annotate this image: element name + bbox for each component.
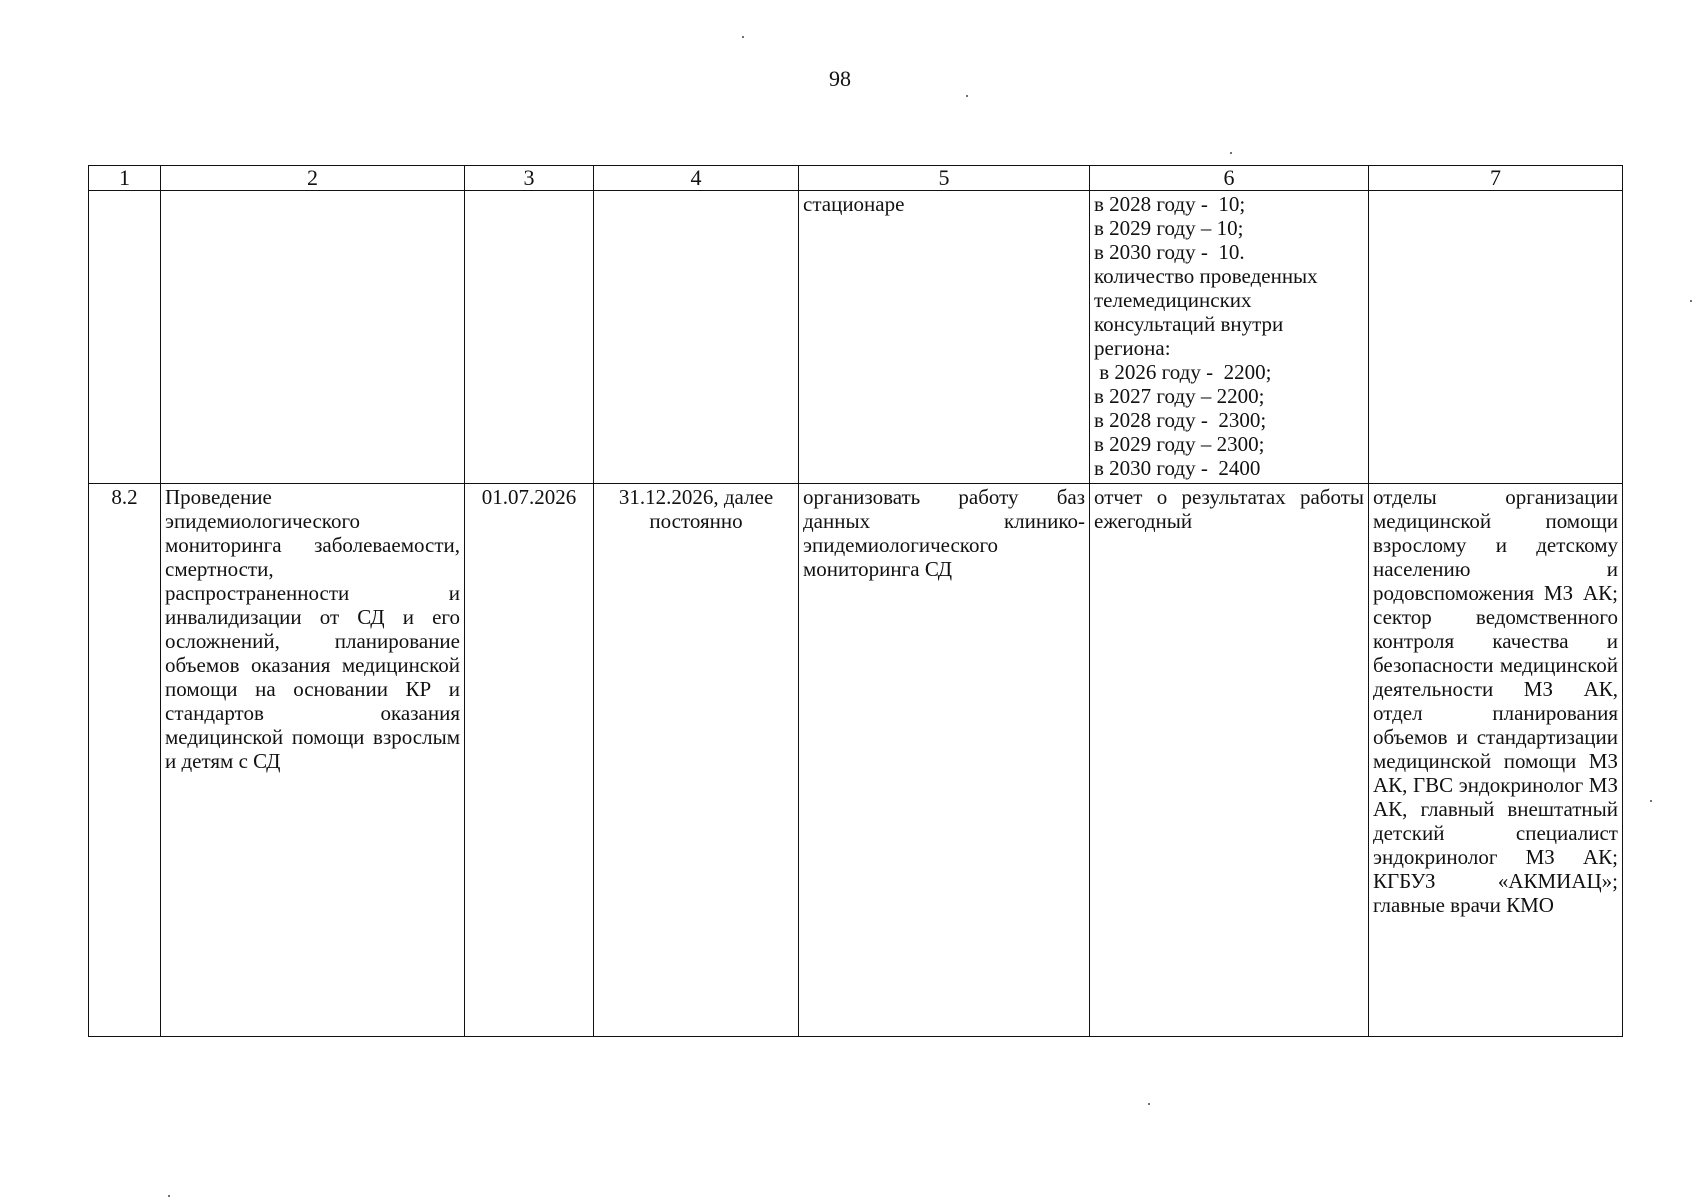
table-cell [89,191,161,484]
table-cell [465,191,594,484]
scan-speck [1690,300,1692,302]
table-cell [594,191,799,484]
item-number: 8.2 [89,484,161,1037]
column-number: 7 [1369,166,1623,191]
indicator-line: в 2027 году – 2200; [1094,384,1265,408]
measure-description: Проведение эпидемиологического мониторинга заболеваемости, смертности, распространенности и инвалидизации от СД и его осложнений, планирование объемов оказания медицинской помощи на основании КР и стандартов оказания медицинской помощи взрослым и детям с СД [161,484,465,1037]
indicator-line: в 2028 году - 2300; [1094,408,1267,432]
table-cell [161,191,465,484]
page-number: 98 [829,66,851,91]
column-number: 1 [89,166,161,191]
responsible-executors: отделы организации медицинской помощи взрослому и детскому населению и родовспоможения МЗ АК; сектор ведомственного контроля качества и безопасности медицинской деятельности МЗ АК, отдел планирования объемов и стандартизации медицинской помощи МЗ АК, ГВС эндокринолог МЗ АК, главный внештатный детский специалист эндокринолог МЗ АК; КГБУЗ «АКМИАЦ»; главные врачи КМО [1369,484,1623,1037]
indicator-line: в 2028 году - 10; [1094,192,1246,216]
scan-speck [966,95,968,97]
indicator-line: в 2029 году – 10; [1094,216,1244,240]
measures-table [88,165,1623,1037]
table-row [89,484,1623,1037]
column-number-row [89,166,1623,191]
scan-speck [742,36,744,38]
indicator-line: количество проведенных [1094,264,1318,288]
scan-speck [1230,152,1232,154]
table-row [89,191,1623,484]
end-date: 31.12.2026, далее постоянно [594,484,799,1037]
indicator-line: в 2030 году - 10. [1094,240,1245,264]
indicator-cell [1090,191,1369,484]
scan-speck [168,1195,170,1197]
scan-speck [1148,1103,1150,1105]
scan-speck [1650,800,1652,802]
result-cell: стационаре [799,191,1090,484]
column-number: 6 [1090,166,1369,191]
table-cell [1369,191,1623,484]
indicator-line: консультаций внутри [1094,312,1284,336]
indicator-line: в 2030 году - 2400 [1094,456,1261,480]
indicator-line: региона: [1094,336,1171,360]
control-indicator: отчет о результатах работы ежегодный [1090,484,1369,1037]
column-number: 3 [465,166,594,191]
column-number: 2 [161,166,465,191]
indicator-line: телемедицинских [1094,288,1252,312]
column-number: 5 [799,166,1090,191]
expected-result: организовать работу баз данных клинико-эпидемиологического мониторинга СД [799,484,1090,1037]
start-date: 01.07.2026 [465,484,594,1037]
column-number: 4 [594,166,799,191]
indicator-line: в 2026 году - 2200; [1094,360,1272,384]
indicator-line: в 2029 году – 2300; [1094,432,1265,456]
